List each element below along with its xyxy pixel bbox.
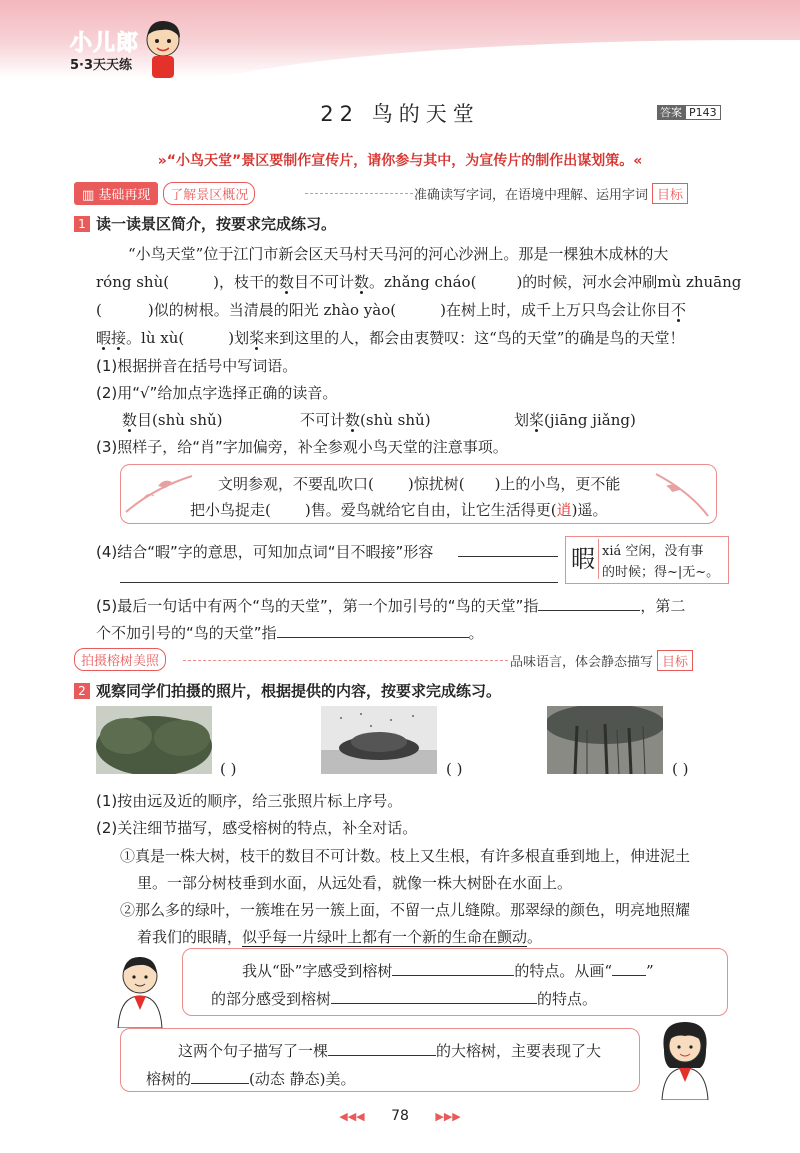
bubble1-text: 的特点。 xyxy=(537,990,598,1008)
sub5-text: 。 xyxy=(468,624,484,642)
pinyin-zhaoyao: )似的树根。当清晨的阳光 zhào yào( xyxy=(147,301,397,319)
bubble2-line1 xyxy=(178,1040,601,1061)
dictionary-box xyxy=(565,536,729,584)
sub5-text: (5)最后一句话中有两个“鸟的天堂”，第一个加引号的“鸟的天堂”指 xyxy=(96,597,539,615)
right-arrows-icon: ▶▶▶ xyxy=(435,1110,461,1123)
passage-text: )，枝干的 xyxy=(213,273,279,291)
bird-branch-icon xyxy=(650,468,710,518)
bubble1-text: 的特点。从画“ xyxy=(514,962,613,980)
section2-header xyxy=(74,648,166,670)
pinyin-zhangchao: 。zhǎng cháo( xyxy=(369,273,477,291)
notice-text: )上的小鸟，更不能 xyxy=(494,475,621,493)
bubble1-text: 我从“卧”字感受到榕树 xyxy=(242,962,393,980)
mascot-boy-icon xyxy=(140,16,186,80)
dotted-char-jiang: 桨 xyxy=(249,329,265,347)
section2-tag: 拍摄榕树美照 xyxy=(74,648,166,671)
section2-goal-text: 品味语言，体会静态描写 xyxy=(510,655,654,670)
dotted-char-jie: 接 xyxy=(111,329,127,347)
page-number: 78 xyxy=(391,1108,409,1124)
answer-line-sub5a[interactable] xyxy=(538,610,640,611)
q1-sub4: (4)结合“暇”字的意思，可知加点词“目不暇接”形容 xyxy=(96,543,434,561)
reading-choice-3[interactable] xyxy=(514,409,636,430)
notice-text: 文明参观，不要乱吹口( xyxy=(218,475,374,493)
student-girl-icon xyxy=(650,1016,720,1100)
notice-line-1 xyxy=(218,473,620,494)
passage2-line2: 里。一部分树枝垂到水面，从远处看，就像一株大树卧在水面上。 xyxy=(137,874,573,892)
dotted-char-xia: 暇 xyxy=(96,329,112,347)
bubble1-text: 的部分感受到榕树 xyxy=(211,990,332,1008)
bubble2-line2 xyxy=(146,1068,356,1089)
bubble1-line1 xyxy=(242,960,654,981)
series-name: 5·3天天练 xyxy=(70,58,133,73)
photo3-number-slot[interactable]: ( ) xyxy=(672,760,689,778)
answer-reference[interactable] xyxy=(657,104,721,120)
book-icon: ▥ xyxy=(82,188,99,203)
passage-text: )划 xyxy=(228,329,250,347)
q2-sub1: (1)按由远及近的顺序，给三张照片标上序号。 xyxy=(96,792,403,810)
banyan-photo-close-roots xyxy=(547,706,663,774)
notice-text: )遥。 xyxy=(571,501,608,519)
section2-goal xyxy=(510,650,693,671)
passage2-line3: ②那么多的绿叶，一簇堆在另一簇上面，不留一点儿缝隙。那翠绿的颜色，明亮地照耀 xyxy=(120,901,691,919)
bubble2-options[interactable]: (动态 静态)美。 xyxy=(249,1070,356,1088)
notice-line-2 xyxy=(190,499,607,520)
bubble2-text: 榕树的 xyxy=(146,1070,192,1088)
question1-text: 读一读景区简介，按要求完成练习。 xyxy=(96,215,337,233)
pinyin-rongshu: róng shù( xyxy=(96,273,170,291)
answer-line-bubble2a[interactable] xyxy=(328,1055,436,1056)
notice-text: )惊扰树( xyxy=(407,475,465,493)
reading-choice-2[interactable] xyxy=(300,409,431,430)
choice-pre: 划 xyxy=(514,411,530,429)
sub5-text: ，第二 xyxy=(640,597,686,615)
answer-line-sub4[interactable] xyxy=(458,556,558,557)
page-footer xyxy=(0,1108,800,1124)
notice-text: 把小鸟捉走( xyxy=(190,501,271,519)
passage-text: 目不可计 xyxy=(293,273,354,291)
passage-line-3 xyxy=(96,299,686,320)
divider xyxy=(183,660,508,661)
q1-sub5-line2 xyxy=(96,622,484,643)
dictionary-def-2: 的时候；得~|无~。 xyxy=(602,565,720,580)
section1-subtitle: 了解景区概况 xyxy=(163,182,255,205)
example-char: 逍 xyxy=(556,501,572,519)
question2-title xyxy=(74,680,501,701)
answer-key-label: 答案 xyxy=(657,105,685,120)
section2-goal-tag: 目标 xyxy=(657,650,693,671)
passage2-line4 xyxy=(137,926,542,947)
sub5-text: 个不加引号的“鸟的天堂”指 xyxy=(96,624,277,642)
section1-tag-label: 基础再现 xyxy=(98,188,151,203)
series-logo: 小儿郎 xyxy=(70,31,140,56)
question2-number: 2 xyxy=(74,683,90,699)
dotted-char-shu2: 数 xyxy=(354,273,370,291)
q1-sub3: (3)照样子，给“肖”字加偏旁，补全参观小鸟天堂的注意事项。 xyxy=(96,438,508,456)
q2-sub2: (2)关注细节描写，感受榕树的特点，补全对话。 xyxy=(96,819,418,837)
bubble2-text: 这两个句子描写了一棵 xyxy=(178,1042,329,1060)
q1-sub5-line1 xyxy=(96,595,685,616)
dotted-char-shu1: 数 xyxy=(278,273,294,291)
pinyin-luxu: 。lù xù( xyxy=(126,329,185,347)
answer-line-bubble1c[interactable] xyxy=(331,1003,537,1004)
intro-banner: »“小鸟天堂”景区要制作宣传片，请你参与其中，为宣传片的制作出谋划策。« xyxy=(157,153,643,169)
passage2-text: 着我们的眼睛， xyxy=(137,928,243,946)
choice-options: (shù shǔ) xyxy=(360,411,431,429)
answer-line-bubble2b[interactable] xyxy=(191,1083,249,1084)
answer-line-sub5b[interactable] xyxy=(277,637,469,638)
lesson-title: 22 鸟的天堂 xyxy=(320,102,480,126)
passage2-line1: ①真是一株大树，枝干的数目不可计数。枝上又生根，有许多根直垂到地上，伸进泥土 xyxy=(120,847,691,865)
banyan-photo-far-island xyxy=(321,706,437,774)
choice-dotted-char: 桨 xyxy=(529,411,545,429)
bubble2-text: 的大榕树，主要表现了大 xyxy=(436,1042,602,1060)
passage-line-2 xyxy=(96,271,741,292)
answer-line-bubble1a[interactable] xyxy=(392,975,514,976)
choice-pre: 不可计 xyxy=(300,411,346,429)
passage-line-1: “小鸟天堂”位于江门市新会区天马村天马河的河心沙洲上。那是一棵独木成林的大 xyxy=(128,245,669,263)
choice-dotted-char: 数 xyxy=(345,411,361,429)
reading-choice-1[interactable] xyxy=(122,409,223,430)
photo2-number-slot[interactable]: ( ) xyxy=(446,760,463,778)
paren-open: ( xyxy=(96,301,102,319)
divider xyxy=(305,193,413,194)
section1-header xyxy=(74,182,255,204)
dictionary-def-1: xiá 空闲，没有事 xyxy=(602,544,704,559)
passage-text: )在树上时，成千上万只鸟会让你目 xyxy=(440,301,671,319)
section1-goal-tag: 目标 xyxy=(652,183,688,204)
q1-sub1: (1)根据拼音在括号中写词语。 xyxy=(96,357,298,375)
bubble1-line2 xyxy=(211,988,597,1009)
bubble1-text: ” xyxy=(646,962,654,980)
section1-goal-text: 准确读写字词，在语境中理解、运用字词 xyxy=(414,188,649,203)
photo1-number-slot[interactable]: ( ) xyxy=(220,760,237,778)
choice-dotted-char: 数 xyxy=(122,411,138,429)
passage-text: 来到这里的人，都会由衷赞叹：这“鸟的天堂”的确是鸟的天堂！ xyxy=(264,329,685,347)
bird-branch-icon xyxy=(124,468,194,516)
section1-tag xyxy=(74,182,158,205)
student-boy-icon xyxy=(104,952,176,1028)
left-arrows-icon: ◀◀◀ xyxy=(339,1110,365,1123)
dotted-char-bu: 不 xyxy=(670,301,686,319)
answer-line-bubble1b[interactable] xyxy=(612,975,646,976)
banyan-photo-near-canopy xyxy=(96,706,212,774)
section1-goal xyxy=(414,183,688,204)
choice-options: 目(shù shǔ) xyxy=(137,411,223,429)
pinyin-muzhuang: )的时候，河水会冲刷mù zhuāng xyxy=(516,273,742,291)
q1-sub2: (2)用“√”给加点字选择正确的读音。 xyxy=(96,384,338,402)
dictionary-char: 暇 xyxy=(568,539,599,579)
passage-line-4 xyxy=(96,327,684,348)
question1-title xyxy=(74,213,336,234)
question1-number: 1 xyxy=(74,216,90,232)
notice-text: )售。爱鸟就给它自由，让它生活得更( xyxy=(304,501,557,519)
passage2-text: 。 xyxy=(527,928,543,946)
choice-options: (jiāng jiǎng) xyxy=(544,411,636,429)
underlined-sentence: 似乎每一片绿叶上都有一个新的生命在颤动 xyxy=(242,928,528,946)
question2-text: 观察同学们拍摄的照片，根据提供的内容，按要求完成练习。 xyxy=(96,682,502,700)
answer-line-sub4b[interactable] xyxy=(120,582,558,583)
answer-page: P143 xyxy=(685,105,721,120)
